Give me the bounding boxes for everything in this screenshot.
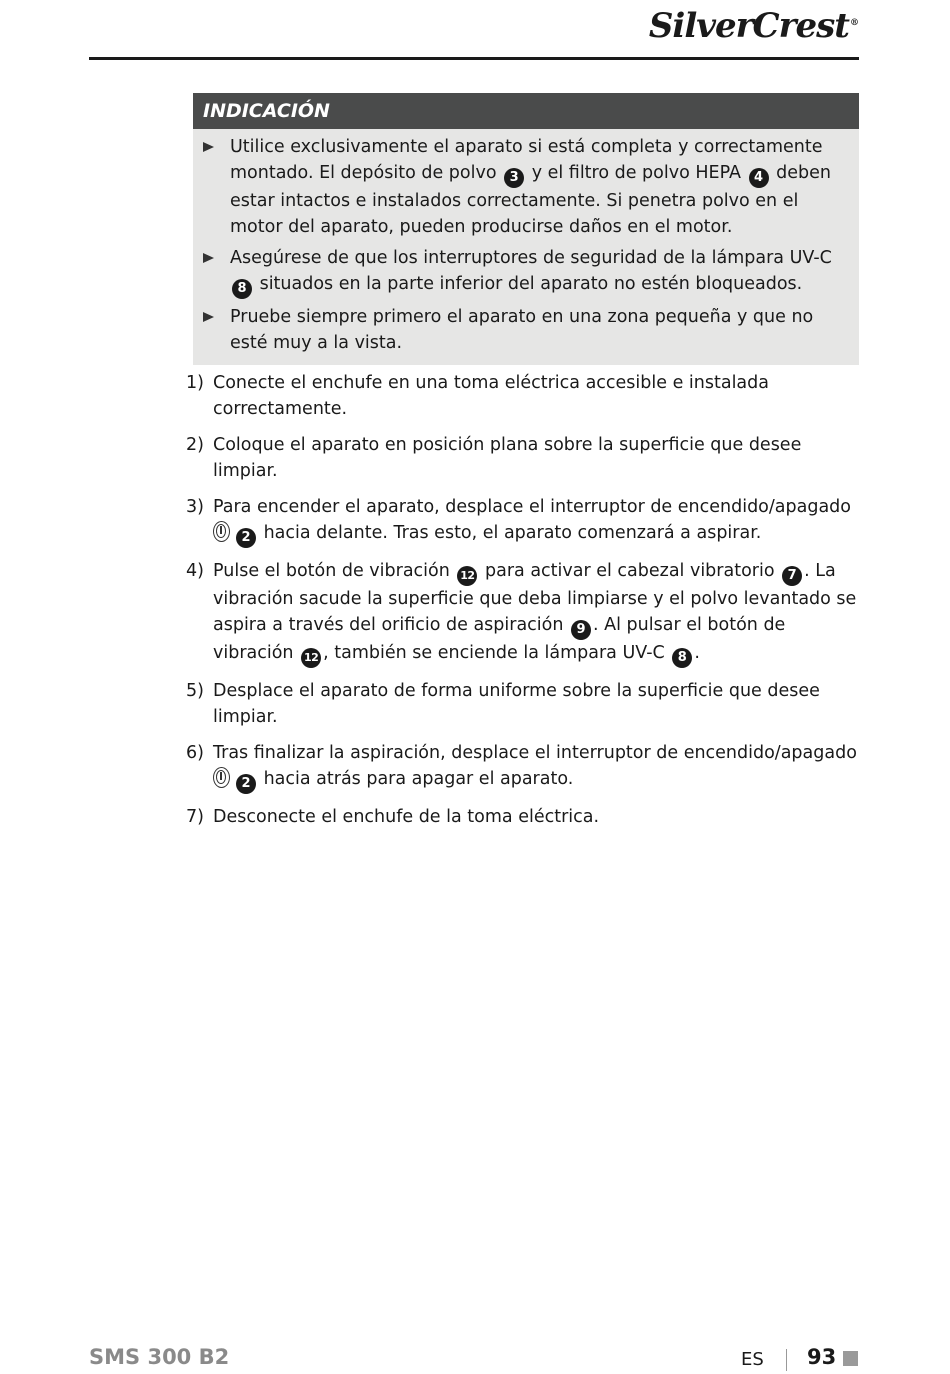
step-item xyxy=(186,804,858,830)
ref-number-badge: 4 xyxy=(749,168,769,188)
ref-number-badge: 8 xyxy=(232,279,252,299)
arrow-bullet-icon xyxy=(203,142,214,152)
note-box xyxy=(193,93,859,365)
step-item xyxy=(186,740,858,794)
step-number: 2) xyxy=(186,435,204,455)
power-switch-icon xyxy=(213,767,230,788)
note-body xyxy=(193,129,859,365)
ref-number-badge: 7 xyxy=(782,566,802,586)
arrow-bullet-icon xyxy=(203,253,214,263)
ref-number-badge: 2 xyxy=(236,774,256,794)
steps-list xyxy=(186,370,858,840)
step-number: 5) xyxy=(186,681,204,701)
ref-number-badge: 12 xyxy=(301,648,321,668)
note-text: Pruebe siempre primero el aparato en una zona pequeña y que no esté muy a la vista. xyxy=(230,307,814,353)
ref-number-badge: 9 xyxy=(571,620,591,640)
ref-number-badge: 2 xyxy=(236,528,256,548)
page-number: 93 xyxy=(807,1345,837,1369)
registered-mark: ® xyxy=(850,17,858,28)
step-text: Desconecte el enchufe de la toma eléctrica. xyxy=(213,807,600,827)
step-number: 6) xyxy=(186,743,204,763)
ref-number-badge: 12 xyxy=(457,566,477,586)
step-number: 7) xyxy=(186,807,204,827)
step-text: Conecte el enchufe en una toma eléctrica accesible e instalada correctamente. xyxy=(213,373,769,419)
language-code: ES xyxy=(741,1349,764,1370)
note-text: Asegúrese de que los interruptores de seguridad de la lámpara UV-C 8 situados en la parte inferior del aparato no estén bloqueados. xyxy=(230,245,843,299)
note-item xyxy=(203,304,843,356)
footer-separator xyxy=(786,1349,787,1371)
arrow-bullet-icon xyxy=(203,312,214,322)
step-text: Coloque el aparato en posición plana sobre la superficie que desee limpiar. xyxy=(213,435,802,481)
page-marker-square xyxy=(843,1351,858,1366)
note-item xyxy=(203,245,843,299)
power-switch-icon xyxy=(213,521,230,542)
note-heading: INDICACIÓN xyxy=(193,93,859,129)
header-rule xyxy=(89,57,859,60)
step-text: Pulse el botón de vibración 12 para activar el cabezal vibratorio 7 . La vibración sacude la superficie que deba limpiarse y el polvo levantado se aspira a través del orificio de aspiración 9 . Al pulsar el botón de vibración 12 , también se enciende la lámpara UV-C 8 . xyxy=(213,558,858,668)
note-item xyxy=(203,134,843,240)
ref-number-badge: 8 xyxy=(672,648,692,668)
brand-logo: SilverCrest® xyxy=(648,6,858,46)
model-label: SMS 300 B2 xyxy=(89,1345,230,1369)
step-item xyxy=(186,432,858,484)
ref-number-badge: 3 xyxy=(504,168,524,188)
step-item xyxy=(186,558,858,668)
step-number: 1) xyxy=(186,373,204,393)
step-text: Desplace el aparato de forma uniforme sobre la superficie que desee limpiar. xyxy=(213,681,820,727)
step-item xyxy=(186,494,858,548)
step-text: Para encender el aparato, desplace el interruptor de encendido/apagado 2 hacia delante. Tras esto, el aparato comenzará a aspirar. xyxy=(213,494,858,548)
step-item xyxy=(186,678,858,730)
note-text: Utilice exclusivamente el aparato si está completa y correctamente montado. El depósito de polvo 3 y el filtro de polvo HEPA 4 deben estar intactos e instalados correctamente. Si penetra polvo en el motor del aparato, pueden producirse daños en el motor. xyxy=(230,137,831,237)
step-number: 3) xyxy=(186,497,204,517)
step-number: 4) xyxy=(186,561,204,581)
step-item xyxy=(186,370,858,422)
step-text: Tras finalizar la aspiración, desplace el interruptor de encendido/apagado 2 hacia atrás para apagar el aparato. xyxy=(213,740,858,794)
